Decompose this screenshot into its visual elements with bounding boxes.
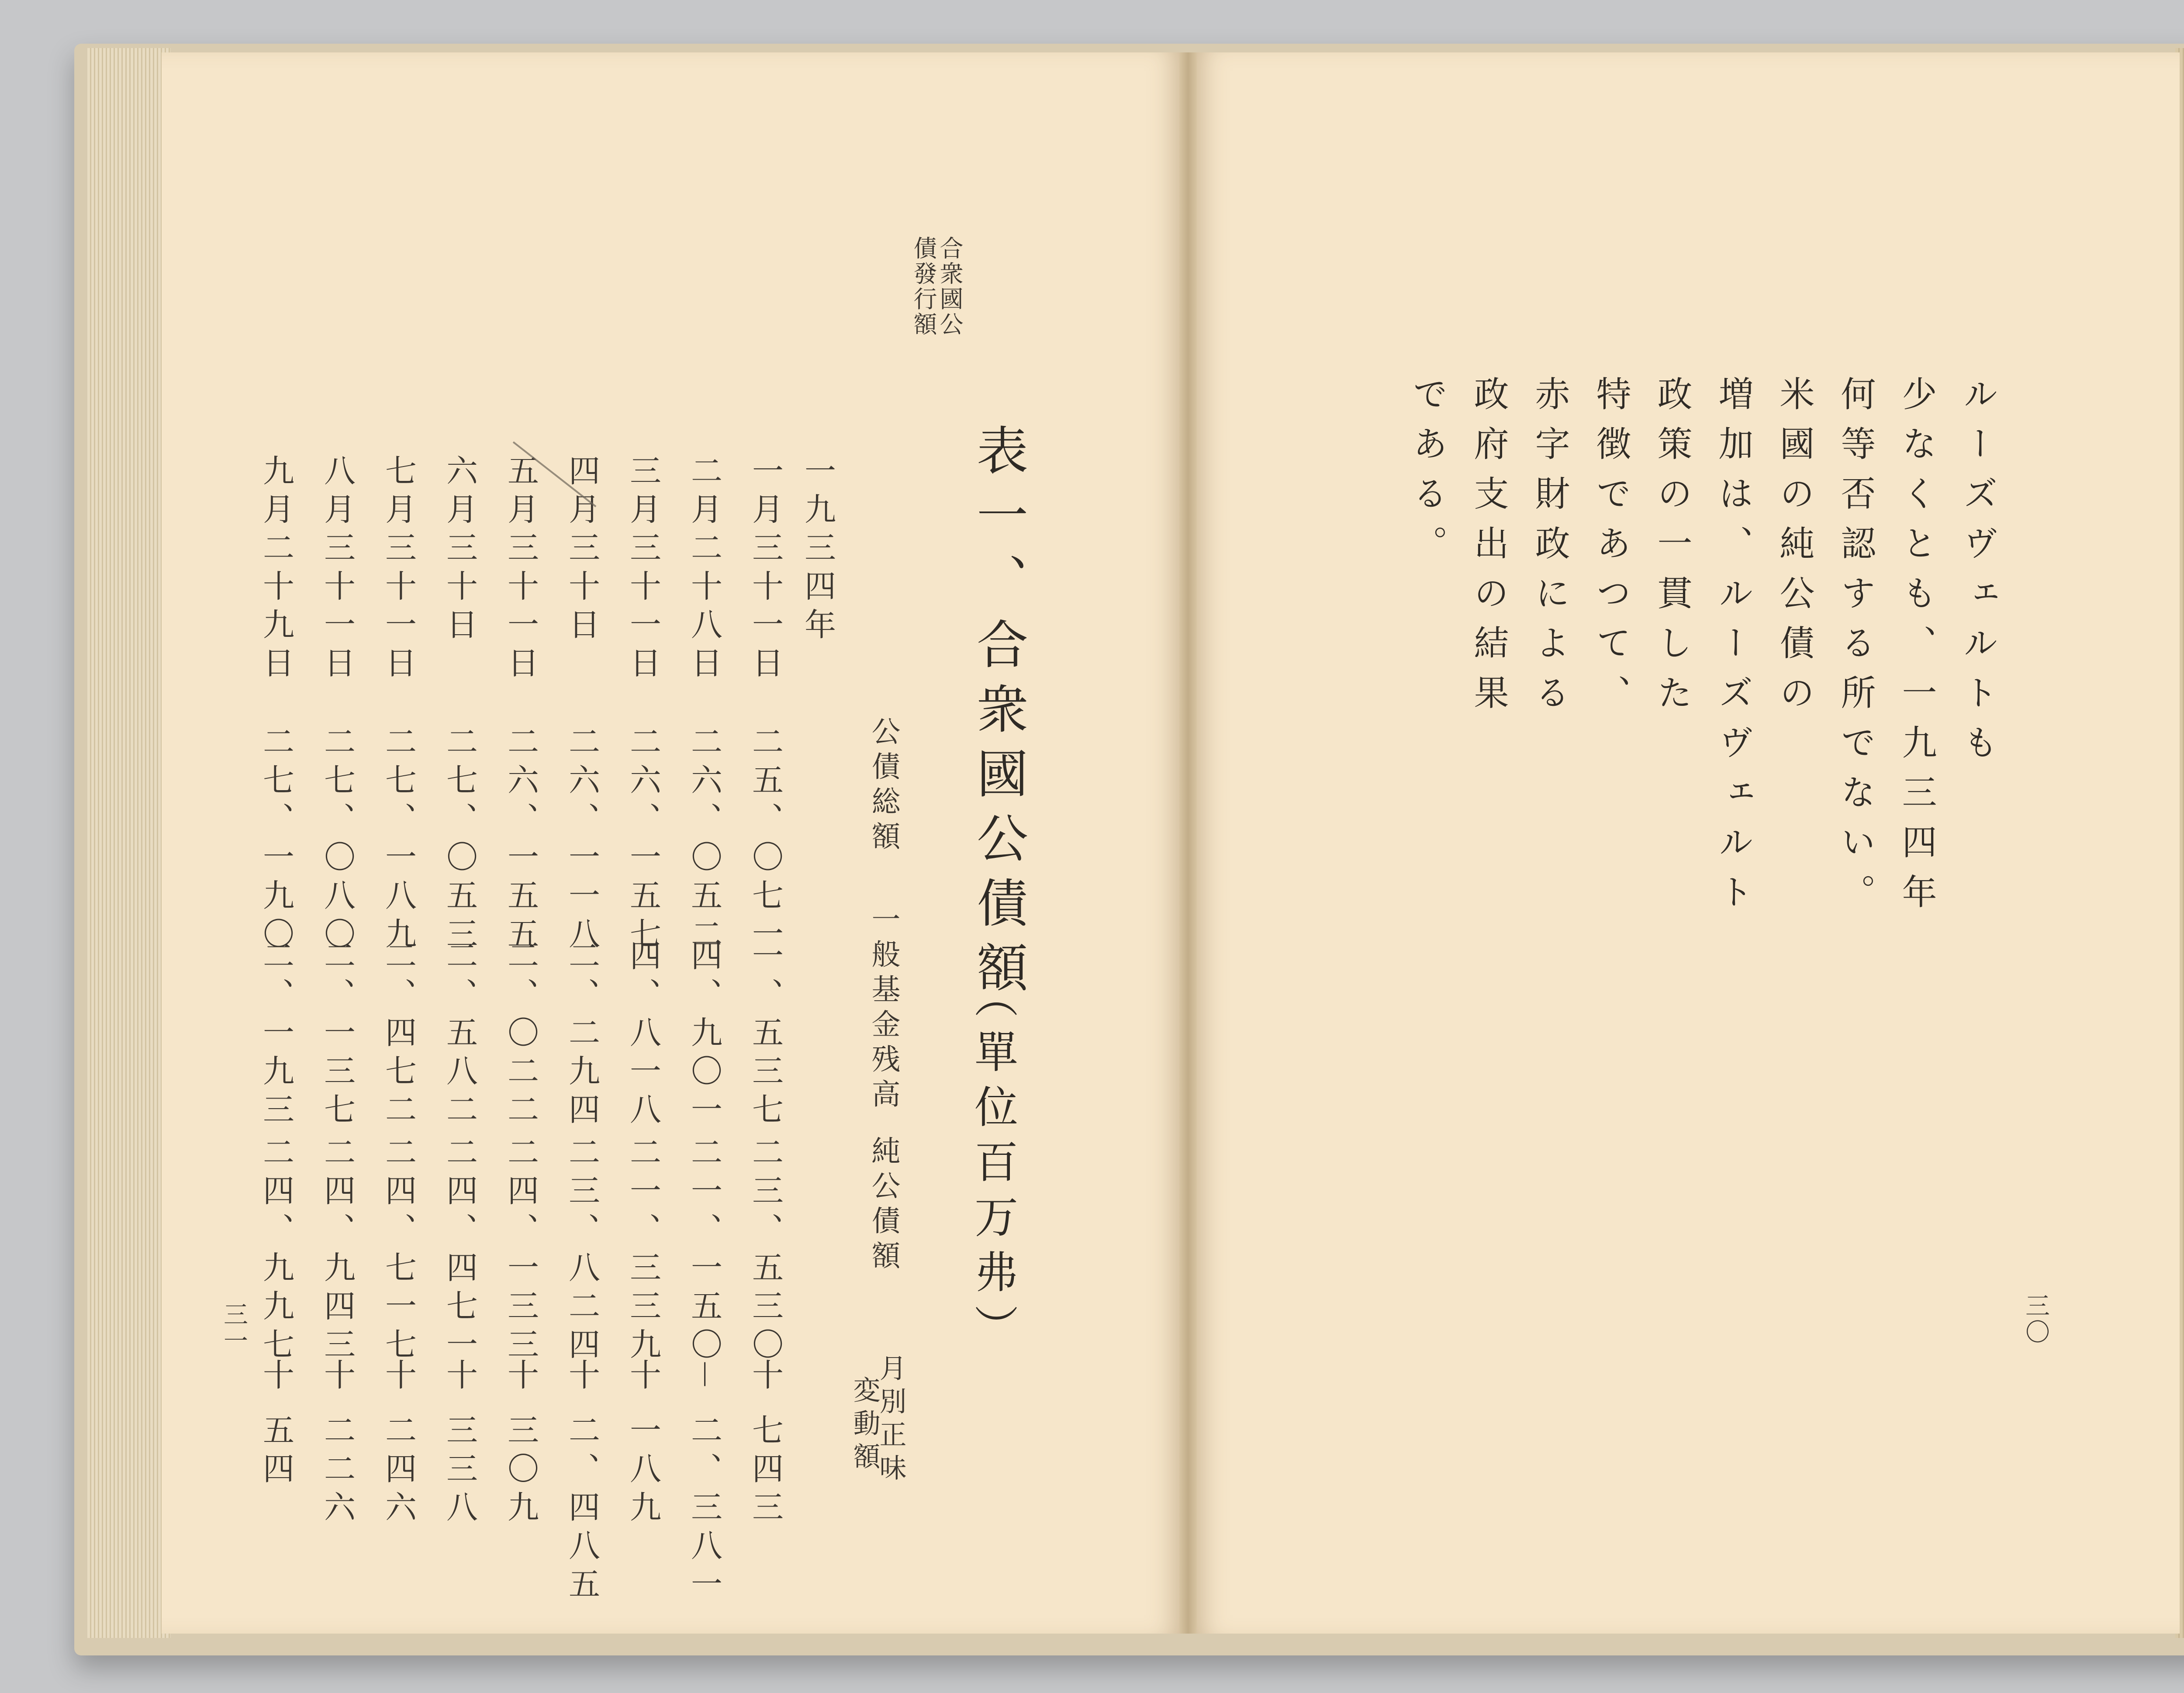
row-6-net: 二四、四七一 <box>441 1136 478 1366</box>
row-5-total: 二六、一五五 <box>502 725 539 956</box>
year-heading: 一九三四年 <box>799 454 836 646</box>
row-7-fund: 二、四七二 <box>380 939 417 1131</box>
body-column-8: 赤字財政による <box>1529 376 1570 724</box>
row-7-change: 十 二四六 <box>380 1358 417 1529</box>
page-edges-left <box>87 48 170 1638</box>
column-header-fund: 一般基金残高 <box>867 904 900 1114</box>
row-8-fund: 二、一三七 <box>319 939 356 1131</box>
right-page <box>1192 52 2180 1634</box>
row-7-net: 二四、七一七 <box>380 1136 417 1366</box>
row-3-total: 二六、一五七 <box>625 725 661 956</box>
row-2-total: 二六、〇五二 <box>686 725 722 956</box>
body-column-6: 政策の一貫した <box>1652 376 1692 724</box>
row-4-net: 二三、八二四 <box>563 1136 600 1366</box>
row-4-fund: 二、二九四 <box>563 939 600 1131</box>
row-1-change: 十 七四三 <box>747 1358 784 1529</box>
table-unit: （單位百万弗） <box>967 974 1018 1359</box>
row-5-date: 五月三十一日 <box>502 454 539 685</box>
row-2-date: 二月二十八日 <box>686 454 722 685</box>
row-7-date: 七月三十一日 <box>380 454 417 685</box>
row-4-change: 十 二、四八五 <box>563 1358 600 1606</box>
column-header-change-line-2: 変動額 <box>849 1376 881 1475</box>
book-gutter <box>1179 52 1197 1634</box>
body-column-10: である。 <box>1407 376 1448 575</box>
row-5-net: 二四、一三三 <box>502 1136 539 1366</box>
row-9-date: 九月二十九日 <box>258 454 294 685</box>
column-header-total: 公債総額 <box>867 716 900 856</box>
row-6-date: 六月三十日 <box>441 454 478 646</box>
row-8-change: 十 二二六 <box>319 1358 356 1529</box>
column-header-change-line-1: 月別正味 <box>875 1354 907 1487</box>
row-9-change: 十 五四 <box>258 1358 294 1491</box>
body-column-7: 特徴であつて、 <box>1590 376 1631 724</box>
row-4-total: 二六、一一八 <box>563 725 600 956</box>
row-3-change: 十 一八九 <box>625 1358 661 1529</box>
row-2-net: 二一、一五〇 <box>686 1136 722 1366</box>
row-5-change: 十 三〇九 <box>502 1358 539 1529</box>
row-6-fund: 二、五八二 <box>441 939 478 1131</box>
body-column-2: 少なくとも、一九三四年 <box>1896 376 1937 923</box>
row-2-change: － 二、三八一 <box>686 1358 722 1606</box>
body-column-4: 米國の純公債の <box>1774 376 1814 724</box>
page-number-left: 三一 <box>220 1302 248 1354</box>
row-9-total: 二七、一九〇 <box>258 725 294 956</box>
row-1-total: 二五、〇七一 <box>747 725 784 956</box>
row-5-fund: 二、〇二二 <box>502 939 539 1131</box>
row-8-total: 二七、〇八〇 <box>319 725 356 956</box>
row-3-net: 二一、三三九 <box>625 1136 661 1366</box>
row-7-total: 二七、一八九 <box>380 725 417 956</box>
row-3-fund: 四、八一八 <box>625 939 661 1131</box>
row-9-net: 二四、九九七 <box>258 1136 294 1366</box>
row-3-date: 三月三十一日 <box>625 454 661 685</box>
row-8-date: 八月三十一日 <box>319 454 356 685</box>
side-label-line-1: 合衆國公 <box>936 236 964 337</box>
column-header-net: 純公債額 <box>867 1136 900 1275</box>
row-6-total: 二七、〇五三 <box>441 725 478 956</box>
body-column-9: 政府支出の結果 <box>1468 376 1509 724</box>
row-9-fund: 二、一九三 <box>258 939 294 1131</box>
row-4-date: 四月三十日 <box>563 454 600 646</box>
body-column-1: ルーズヴェルトも <box>1957 376 1998 774</box>
row-1-net: 二三、五三〇 <box>747 1136 784 1366</box>
row-8-net: 二四、九四三 <box>319 1136 356 1366</box>
page-number-right: 三〇 <box>2022 1293 2050 1345</box>
row-2-fund: 四、九〇一 <box>686 939 722 1131</box>
body-column-3: 何等否認する所でない。 <box>1835 376 1876 923</box>
row-6-change: 十 三三八 <box>441 1358 478 1529</box>
body-column-5: 増加は、ルーズヴェルト <box>1713 376 1753 923</box>
row-1-fund: 一、五三七 <box>747 939 784 1131</box>
side-label-line-2: 債發行額 <box>910 236 937 337</box>
row-1-date: 一月三十一日 <box>747 454 784 685</box>
table-title: 表一、合衆國公債額 <box>968 424 1028 1005</box>
